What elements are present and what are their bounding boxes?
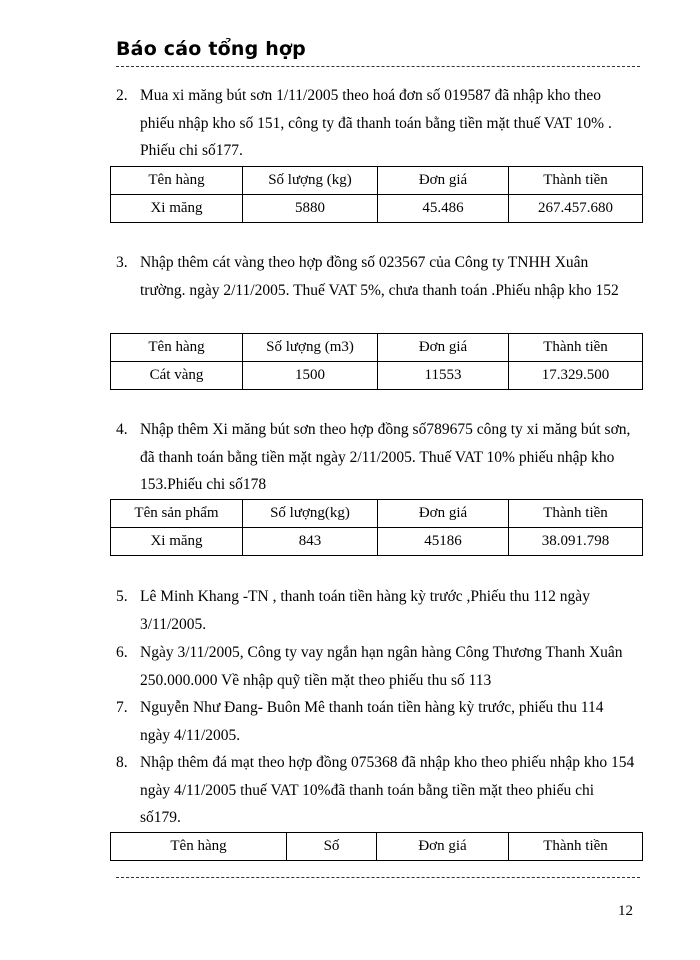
table-header-cell: Số lượng (kg) bbox=[243, 167, 378, 195]
table-row bbox=[111, 195, 643, 223]
item-text: Ngày 3/11/2005, Công ty vay ngắn hạn ngân hàng Công Thương Thanh Xuân 250.000.000 Về nhập quỹ tiền mặt theo phiếu thu số 113 bbox=[140, 644, 623, 689]
table-header-cell: Tên hàng bbox=[111, 167, 243, 195]
item-text: Nhập thêm cát vàng theo hợp đồng số 023567 của Công ty TNHH Xuân trường. ngày 2/11/2005. Thuế VAT 5%, chưa thanh toán .Phiếu nhập kho 152 bbox=[140, 254, 619, 299]
item-number: 8. bbox=[116, 754, 128, 771]
table-header-cell: Số lượng (m3) bbox=[243, 334, 378, 362]
page-number: 12 bbox=[618, 903, 633, 919]
table-header-cell: Tên sản phẩm bbox=[111, 500, 243, 528]
data-table bbox=[110, 166, 643, 223]
table-header-cell: Thành tiền bbox=[509, 167, 643, 195]
table-header-row bbox=[111, 500, 643, 528]
table-cell: 11553 bbox=[378, 362, 509, 390]
table-header-cell: Tên hàng bbox=[111, 833, 287, 861]
table-header-row bbox=[111, 167, 643, 195]
table-header-cell: Đơn giá bbox=[378, 334, 509, 362]
table-header-cell: Số lượng(kg) bbox=[243, 500, 378, 528]
header-divider bbox=[116, 66, 640, 67]
list-item bbox=[116, 749, 636, 832]
table-row bbox=[111, 528, 643, 556]
table-cell: Xi măng bbox=[111, 528, 243, 556]
item-number: 7. bbox=[116, 699, 128, 716]
data-table bbox=[110, 832, 643, 861]
item-number: 4. bbox=[116, 421, 128, 438]
table-header-cell: Thành tiền bbox=[509, 833, 643, 861]
table-header-cell: Thành tiền bbox=[509, 334, 643, 362]
list-item bbox=[116, 249, 636, 304]
data-table bbox=[110, 499, 643, 556]
list-item bbox=[116, 82, 636, 165]
table-cell: 17.329.500 bbox=[509, 362, 643, 390]
item-text: Mua xi măng bút sơn 1/11/2005 theo hoá đơn số 019587 đã nhập kho theo phiếu nhập kho số 151, công ty đã thanh toán bằng tiền mặt thuế VAT 10% . Phiếu chi số177. bbox=[140, 87, 612, 159]
item-text: Nguyễn Như Đang- Buôn Mê thanh toán tiền hàng kỳ trước, phiếu thu 114 ngày 4/11/2005. bbox=[140, 699, 604, 744]
item-number: 5. bbox=[116, 588, 128, 605]
list-item bbox=[116, 694, 636, 749]
table-cell: 5880 bbox=[243, 195, 378, 223]
table-row bbox=[111, 362, 643, 390]
table-header-cell: Thành tiền bbox=[509, 500, 643, 528]
list-item bbox=[116, 639, 636, 694]
table-cell: 267.457.680 bbox=[509, 195, 643, 223]
table-header-cell: Đơn giá bbox=[378, 167, 509, 195]
table-header-cell: Đơn giá bbox=[378, 500, 509, 528]
item-text: Nhập thêm Xi măng bút sơn theo hợp đồng số789675 công ty xi măng bút sơn, đã thanh toán bằng tiền mặt ngày 2/11/2005. Thuế VAT 10% phiếu nhập kho 153.Phiếu chi số178 bbox=[140, 421, 631, 493]
table-header-cell: Số bbox=[287, 833, 377, 861]
table-header-row bbox=[111, 334, 643, 362]
item-text: Lê Minh Khang -TN , thanh toán tiền hàng kỳ trước ,Phiếu thu 112 ngày 3/11/2005. bbox=[140, 588, 590, 633]
list-item bbox=[116, 583, 636, 638]
table-cell: Xi măng bbox=[111, 195, 243, 223]
table-cell: 38.091.798 bbox=[509, 528, 643, 556]
table-cell: 45.486 bbox=[378, 195, 509, 223]
data-table bbox=[110, 333, 643, 390]
item-number: 3. bbox=[116, 254, 128, 271]
list-item bbox=[116, 416, 636, 499]
footer-divider bbox=[116, 877, 640, 878]
table-header-cell: Đơn giá bbox=[377, 833, 509, 861]
table-header-cell: Tên hàng bbox=[111, 334, 243, 362]
page-title: Báo cáo tổng hợp bbox=[116, 38, 306, 60]
item-number: 2. bbox=[116, 87, 128, 104]
table-cell: 45186 bbox=[378, 528, 509, 556]
table-header-row bbox=[111, 833, 643, 861]
table-cell: 843 bbox=[243, 528, 378, 556]
item-text: Nhập thêm đá mạt theo hợp đồng 075368 đã nhập kho theo phiếu nhập kho 154 ngày 4/11/2005 thuế VAT 10%đã thanh toán bằng tiền mặt theo phiếu chi số179. bbox=[140, 754, 635, 826]
table-cell: 1500 bbox=[243, 362, 378, 390]
item-number: 6. bbox=[116, 644, 128, 661]
table-cell: Cát vàng bbox=[111, 362, 243, 390]
